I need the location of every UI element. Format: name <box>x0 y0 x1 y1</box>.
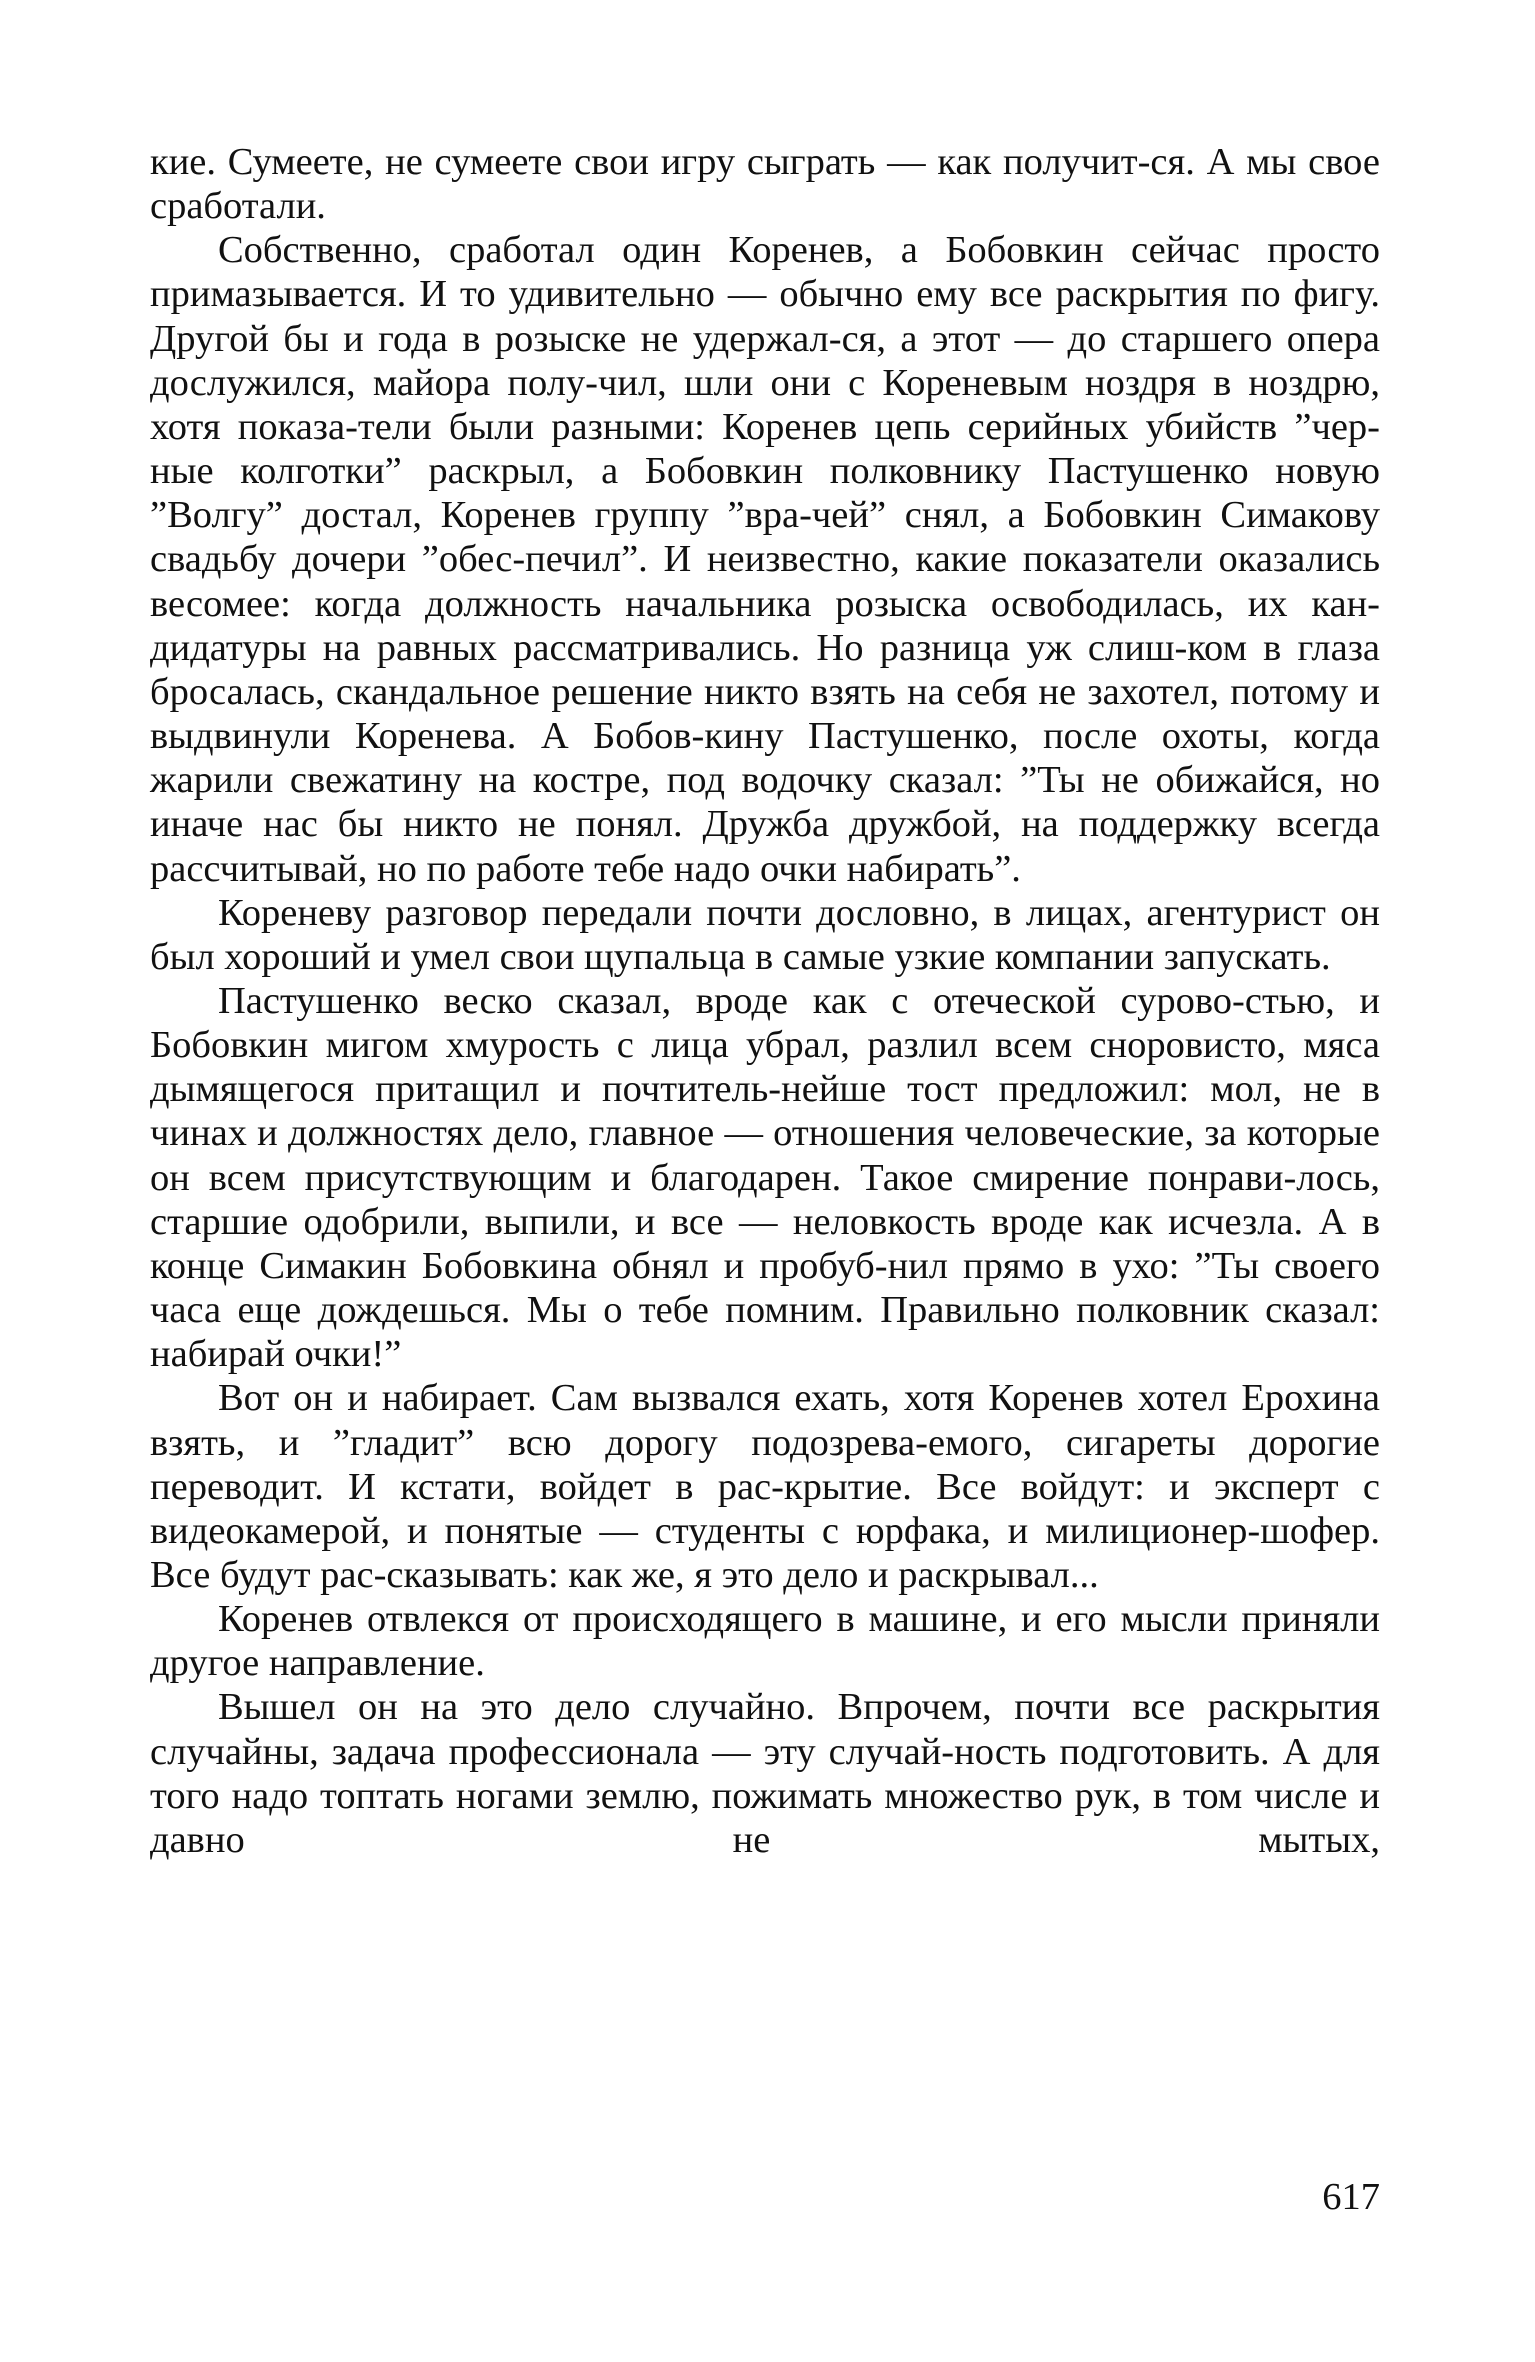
paragraph-1: кие. Сумеете, не сумеете свои игру сыграть — как получит-ся. А мы свое сработали. <box>150 141 1380 228</box>
paragraph-5: Вот он и набирает. Сам вызвался ехать, хотя Коренев хотел Ерохина взять, и ”гладит” всю дорогу подозрева-емого, сигареты дорогие переводит. И кстати, войдет в рас-крытие. Все войдут: и эксперт с видеокамерой, и понятые — студенты с юрфака, и милиционер-шофер. Все будут рас-сказывать: как же, я это дело и раскрывал... <box>150 1377 1380 1596</box>
paragraph-2: Собственно, сработал один Коренев, а Бобовкин сейчас просто примазывается. И то удивительно — обычно ему все раскрытия по фигу. Другой бы и года в розыске не удержал-ся, а этот — до старшего опера дослужился, майора полу-чил, шли они с Кореневым ноздря в ноздрю, хотя показа-тели были разными: Коренев цепь серийных убийств ”чер-ные колготки” раскрыл, а Бобовкин полковнику Пастушенко новую ”Волгу” достал, Коренев группу ”вра-чей” снял, а Бобовкин Симакову свадьбу дочери ”обес-печил”. И неизвестно, какие показатели оказались весомее: когда должность начальника розыска освободилась, их кан-дидатуры на равных рассматривались. Но разница уж слиш-ком в глаза бросалась, скандальное решение никто взять на себя не захотел, потому и выдвинули Коренева. А Бобов-кину Пастушенко, после охоты, когда жарили свежатину на костре, под водочку сказал: ”Ты не обижайся, но иначе нас бы никто не понял. Дружба дружбой, на поддержку всегда рассчитывай, но по работе тебе надо очки набирать”. <box>150 229 1380 890</box>
paragraph-7: Вышел он на это дело случайно. Впрочем, почти все раскрытия случайны, задача профессионала — эту случай-ность подготовить. А для того надо топтать ногами землю, пожимать множество рук, в том числе и давно не мытых, <box>150 1686 1380 1861</box>
paragraph-3: Кореневу разговор передали почти дословно, в лицах, агентурист он был хороший и умел свои щупальца в самые узкие компании запускать. <box>150 891 1380 978</box>
page-number: 617 <box>1322 2176 1380 2218</box>
paragraph-4: Пастушенко веско сказал, вроде как с отеческой сурово-стью, и Бобовкин мигом хмурость с лица убрал, разлил всем сноровисто, мяса дымящегося притащил и почтитель-нейше тост предложил: мол, не в чинах и должностях дело, главное — отношения человеческие, за которые он всем присутствующим и благодарен. Такое смирение понрави-лось, старшие одобрили, выпили, и все — неловкость вроде как исчезла. А в конце Симакин Бобовкина обнял и пробуб-нил прямо в ухо: ”Ты своего часа еще дождешься. Мы о тебе помним. Правильно полковник сказал: набирай очки!” <box>150 979 1380 1376</box>
body-text <box>150 140 1380 1862</box>
paragraph-6: Коренев отвлекся от происходящего в машине, и его мысли приняли другое направление. <box>150 1598 1380 1685</box>
